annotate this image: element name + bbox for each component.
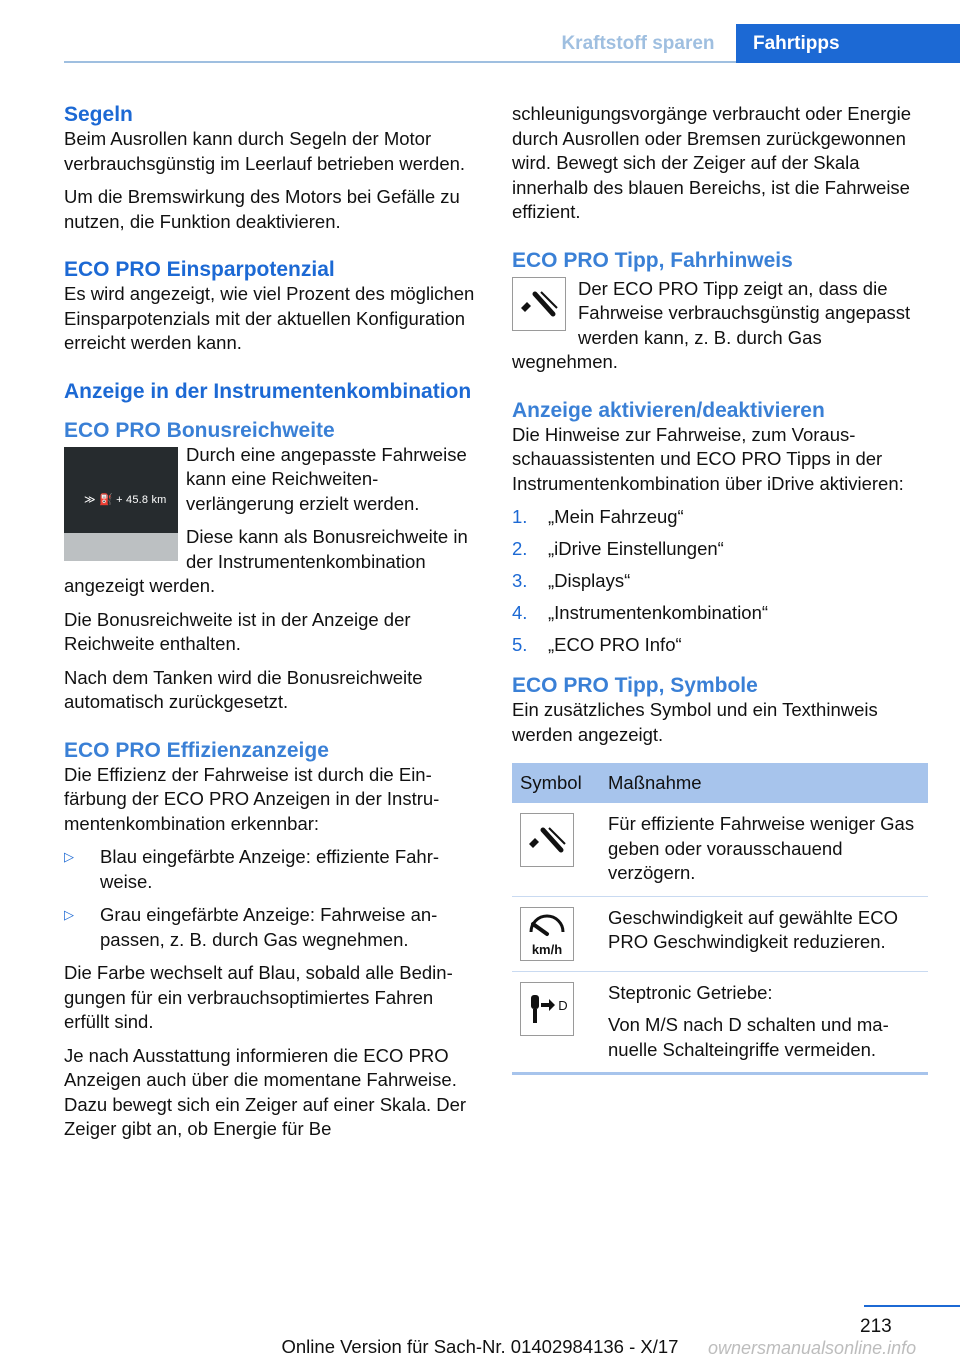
- table-cell: Geschwindigkeit auf gewählte ECO PRO Geschwindigkeit reduzieren.: [600, 896, 928, 971]
- paragraph: Es wird angezeigt, wie viel Prozent des möglichen Einsparpotenzials mit der aktuellen Konfiguration erreicht werden kann.: [64, 283, 475, 353]
- svg-text:D: D: [558, 997, 568, 1013]
- symbol-table: [512, 763, 928, 1075]
- page-number-rule: [864, 1305, 960, 1307]
- bullet-list: [64, 845, 480, 952]
- left-column: [64, 102, 480, 1151]
- list-item: 5. „ECO PRO Info“: [512, 634, 682, 655]
- foot-off-pedal-icon: [512, 277, 566, 331]
- heading-effizienzanzeige: ECO PRO Effizienzanzeige: [64, 738, 329, 762]
- paragraph: Die Hinweise zur Fahrweise, zum Vorausschauassistenten und ECO PRO Tipps in der Instrumentenkombination über iDrive aktivieren:: [512, 423, 904, 494]
- gear-lever-d-icon: [520, 982, 574, 1036]
- footer-online-version: Online Version für Sach-Nr. 01402984136 - X/17: [281, 1336, 679, 1357]
- steps-list: [512, 505, 928, 665]
- heading-aktivieren-deaktivieren: Anzeige aktivieren/deaktivieren: [512, 398, 825, 422]
- list-item: ▷ Blau eingefärbte Anzeige: effiziente Fahrweise.: [64, 846, 440, 892]
- table-cell: Für effiziente Fahrweise weniger Gas geben oder vorausschauend verzögern.: [600, 803, 928, 896]
- chapter-tab[interactable]: Fahrtipps: [736, 24, 960, 63]
- bonus-range-display-image: [64, 447, 178, 561]
- list-item: 2. „iDrive Einstellungen“: [512, 538, 724, 559]
- heading-einsparpotenzial: ECO PRO Einsparpotenzial: [64, 258, 335, 281]
- watermark: ownersmanualsonline.info: [708, 1338, 917, 1358]
- triangle-bullet-icon: ▷: [64, 849, 74, 864]
- paragraph: Die Bonusreichweite ist in der Anzeige der Reichweite enthalten.: [64, 608, 411, 654]
- paragraph: Die Effizienz der Fahrweise ist durch die Einfärbung der ECO PRO Anzeigen in der Instrumentenkombination erkennbar:: [64, 763, 440, 834]
- heading-tipp-symbole: ECO PRO Tipp, Symbole: [512, 674, 758, 697]
- page-number: 213: [860, 1316, 892, 1337]
- list-item: ▷ Grau eingefärbte Anzeige: Fahrweise anpassen, z. B. durch Gas wegnehmen.: [64, 904, 438, 950]
- foot-off-pedal-icon: [520, 813, 574, 867]
- heading-segeln: Segeln: [64, 103, 133, 126]
- paragraph: Beim Ausrollen kann durch Segeln der Motor verbrauchsgünstig im Leerlauf betrieben werden.: [64, 128, 466, 174]
- svg-text:km/h: km/h: [531, 941, 563, 957]
- table-row: [512, 803, 928, 896]
- speed-gauge-kmh-icon: [520, 907, 574, 961]
- section-tab[interactable]: Kraftstoff sparen: [561, 33, 715, 54]
- table-header-row: [512, 763, 928, 803]
- table-row: [512, 971, 928, 1074]
- right-column: [512, 102, 928, 1075]
- list-item: 1. „Mein Fahrzeug“: [512, 506, 684, 527]
- heading-anzeige-instrumentenkombination: Anzeige in der Instrumentenkombination: [64, 379, 472, 403]
- paragraph: Diese kann als Bonusreichweite in der Instrumentenkombination angezeigt werden.: [64, 526, 468, 596]
- table-row: [512, 896, 928, 971]
- heading-bonusreichweite: ECO PRO Bonusreichweite: [64, 418, 335, 442]
- paragraph: schleunigungsvorgänge verbraucht oder Energie durch Ausrollen oder Bremsen zurückgewonnen wird. Bewegt sich der Zeiger auf der Skala innerhalb des blauen Bereichs, ist die Fahrweise effizient.: [512, 103, 912, 222]
- paragraph: Nach dem Tanken wird die Bonusreichweite automatisch zurückgesetzt.: [64, 666, 423, 712]
- paragraph: Je nach Ausstattung informieren die ECO PRO Anzeigen auch über die momentane Fahrweise. Dazu bewegt sich ein Zeiger auf einer Skala. Der Zeiger gibt an, ob Energie für Be: [64, 1044, 467, 1139]
- paragraph: Um die Bremswirkung des Motors bei Gefälle zu nutzen, die Funktion deaktivieren.: [64, 186, 460, 232]
- bonus-range-readout: ≫ ⛽ + 45.8 km: [84, 493, 167, 506]
- paragraph: Der ECO PRO Tipp zeigt an, dass die Fahrweise verbrauchsgünstig angepasst werden kann, z. B. durch Gas wegnehmen.: [512, 277, 911, 372]
- column-header-symbol: Symbol: [512, 763, 600, 803]
- column-header-action: Maßnahme: [600, 763, 928, 803]
- paragraph: Durch eine angepasste Fahrweise kann eine Reichweitenverlängerung erzielt werden.: [186, 443, 467, 514]
- paragraph: Ein zusätzliches Symbol und ein Texthinweis werden angezeigt.: [512, 699, 878, 745]
- list-item: 3. „Displays“: [512, 570, 631, 591]
- list-item: 4. „Instrumentenkombination“: [512, 602, 769, 623]
- table-cell: Steptronic Getriebe: Von M/S nach D schalten und manuelle Schalteingriffe vermeiden.: [600, 971, 928, 1074]
- triangle-bullet-icon: ▷: [64, 907, 74, 922]
- heading-tipp-fahrhinweis: ECO PRO Tipp, Fahrhinweis: [512, 248, 793, 272]
- paragraph: Die Farbe wechselt auf Blau, sobald alle Bedingungen für ein verbrauchsoptimiertes Fahren erfüllt sind.: [64, 962, 453, 1032]
